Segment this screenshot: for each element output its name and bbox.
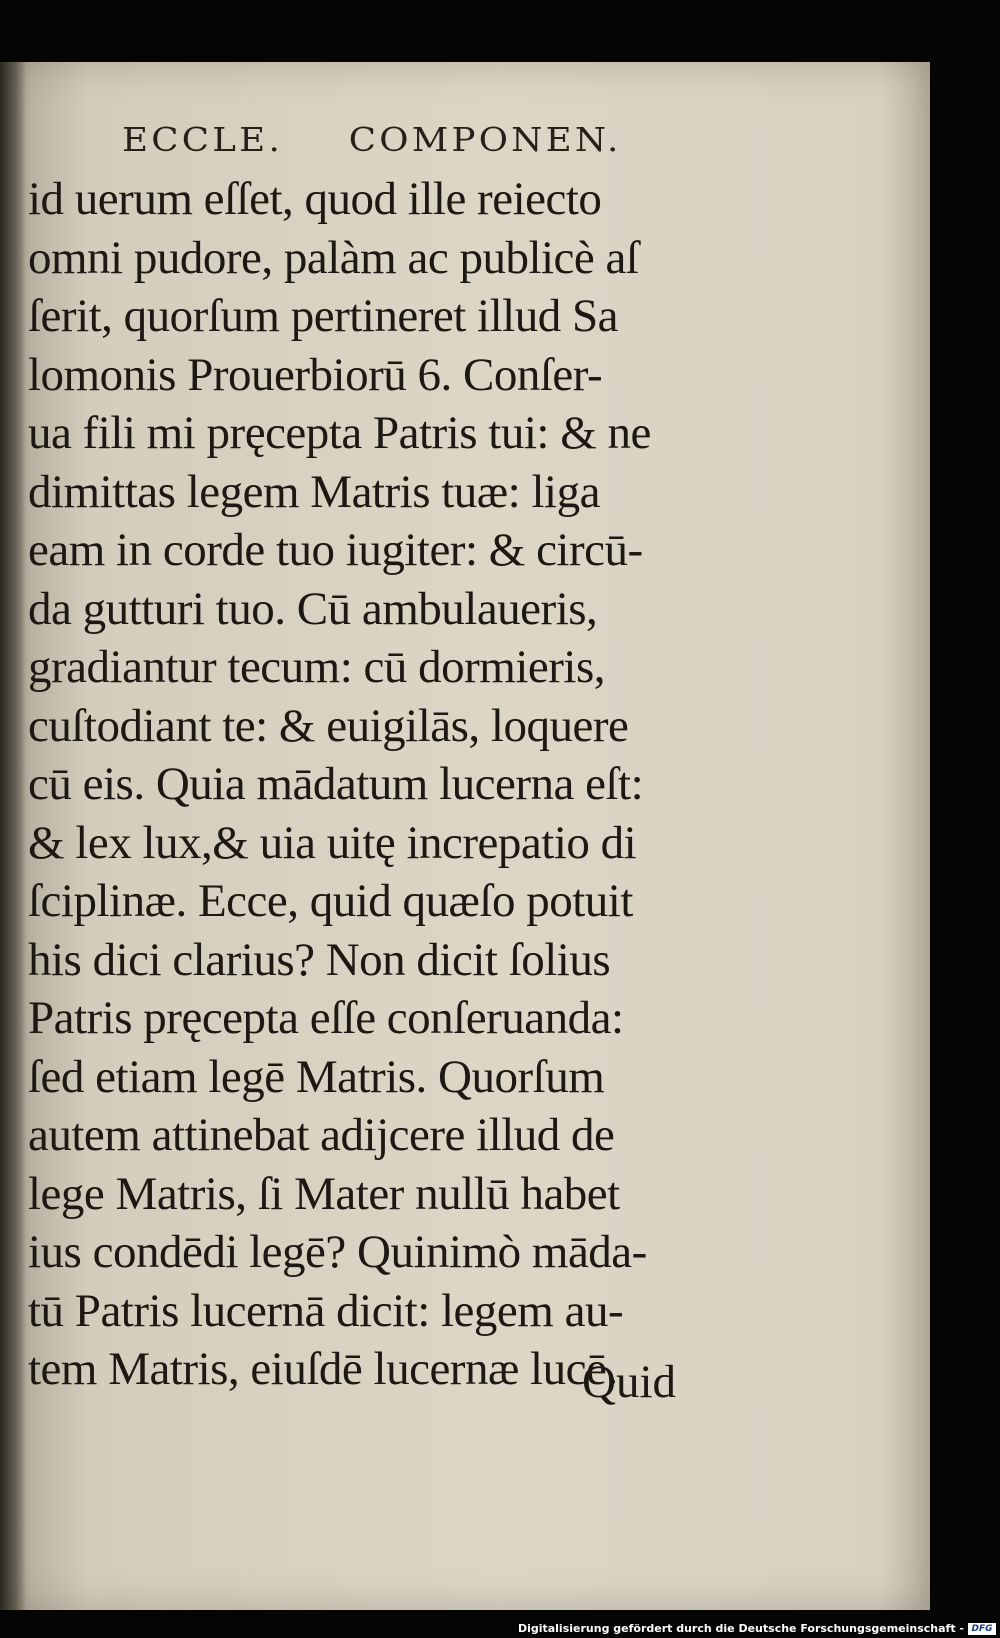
text-line: lomonis Prouerbiorū 6. Conſer- xyxy=(28,348,603,401)
catchword: Quid xyxy=(582,1356,676,1408)
text-line: dimittas legem Matris tuæ: liga xyxy=(28,465,600,518)
running-head-left: ECCLE. xyxy=(122,120,284,159)
text-line: ſed etiam legē Matris. Quorſum xyxy=(28,1050,605,1103)
text-line: Patris pręcepta eſſe conſeruanda: xyxy=(28,992,624,1044)
text-line: autem attinebat adijcere illud de xyxy=(28,1109,615,1161)
text-line: gradiantur tecum: cū dormieris, xyxy=(28,641,606,693)
text-line: id uerum eſſet, quod ille reiecto xyxy=(28,173,602,225)
text-line: tū Patris lucernā dicit: legem au- xyxy=(28,1284,624,1337)
running-head xyxy=(122,120,684,172)
page-gutter-shadow xyxy=(0,62,26,1610)
body-text xyxy=(28,170,688,1399)
text-line: his dici clarius? Non dicit ſolius xyxy=(28,933,611,986)
funding-credit: Digitalisierung gefördert durch die Deutsche Forschungsgemeinschaft - xyxy=(517,1622,964,1635)
running-head-right: COMPONEN. xyxy=(348,120,622,159)
text-line: ua fili mi pręcepta Patris tui: & ne xyxy=(28,407,651,459)
text-line: ſciplinæ. Ecce, quid quæſo potuit xyxy=(28,875,633,927)
text-line: omni pudore, palàm ac publicè aſ xyxy=(28,231,639,284)
dfg-logo: DFG xyxy=(968,1623,996,1635)
text-line: & lex lux,& uia uitę increpatio di xyxy=(28,816,637,869)
text-line: cuſtodiant te: & euigilās, loquere xyxy=(28,699,629,752)
text-line: ſerit, quorſum pertineret illud Sa xyxy=(28,290,618,342)
text-line: lege Matris, ſi Mater nullū habet xyxy=(28,1167,620,1220)
text-line: tem Matris, eiuſdē lucernæ lucē. xyxy=(28,1343,618,1395)
text-line: eam in corde tuo iugiter: & circū- xyxy=(28,524,643,576)
text-line: ius condēdi legē? Quinimò māda- xyxy=(28,1226,647,1278)
text-line: da gutturi tuo. Cū ambulaueris, xyxy=(28,582,598,635)
text-line: cū eis. Quia mādatum lucerna eſt: xyxy=(28,758,644,810)
